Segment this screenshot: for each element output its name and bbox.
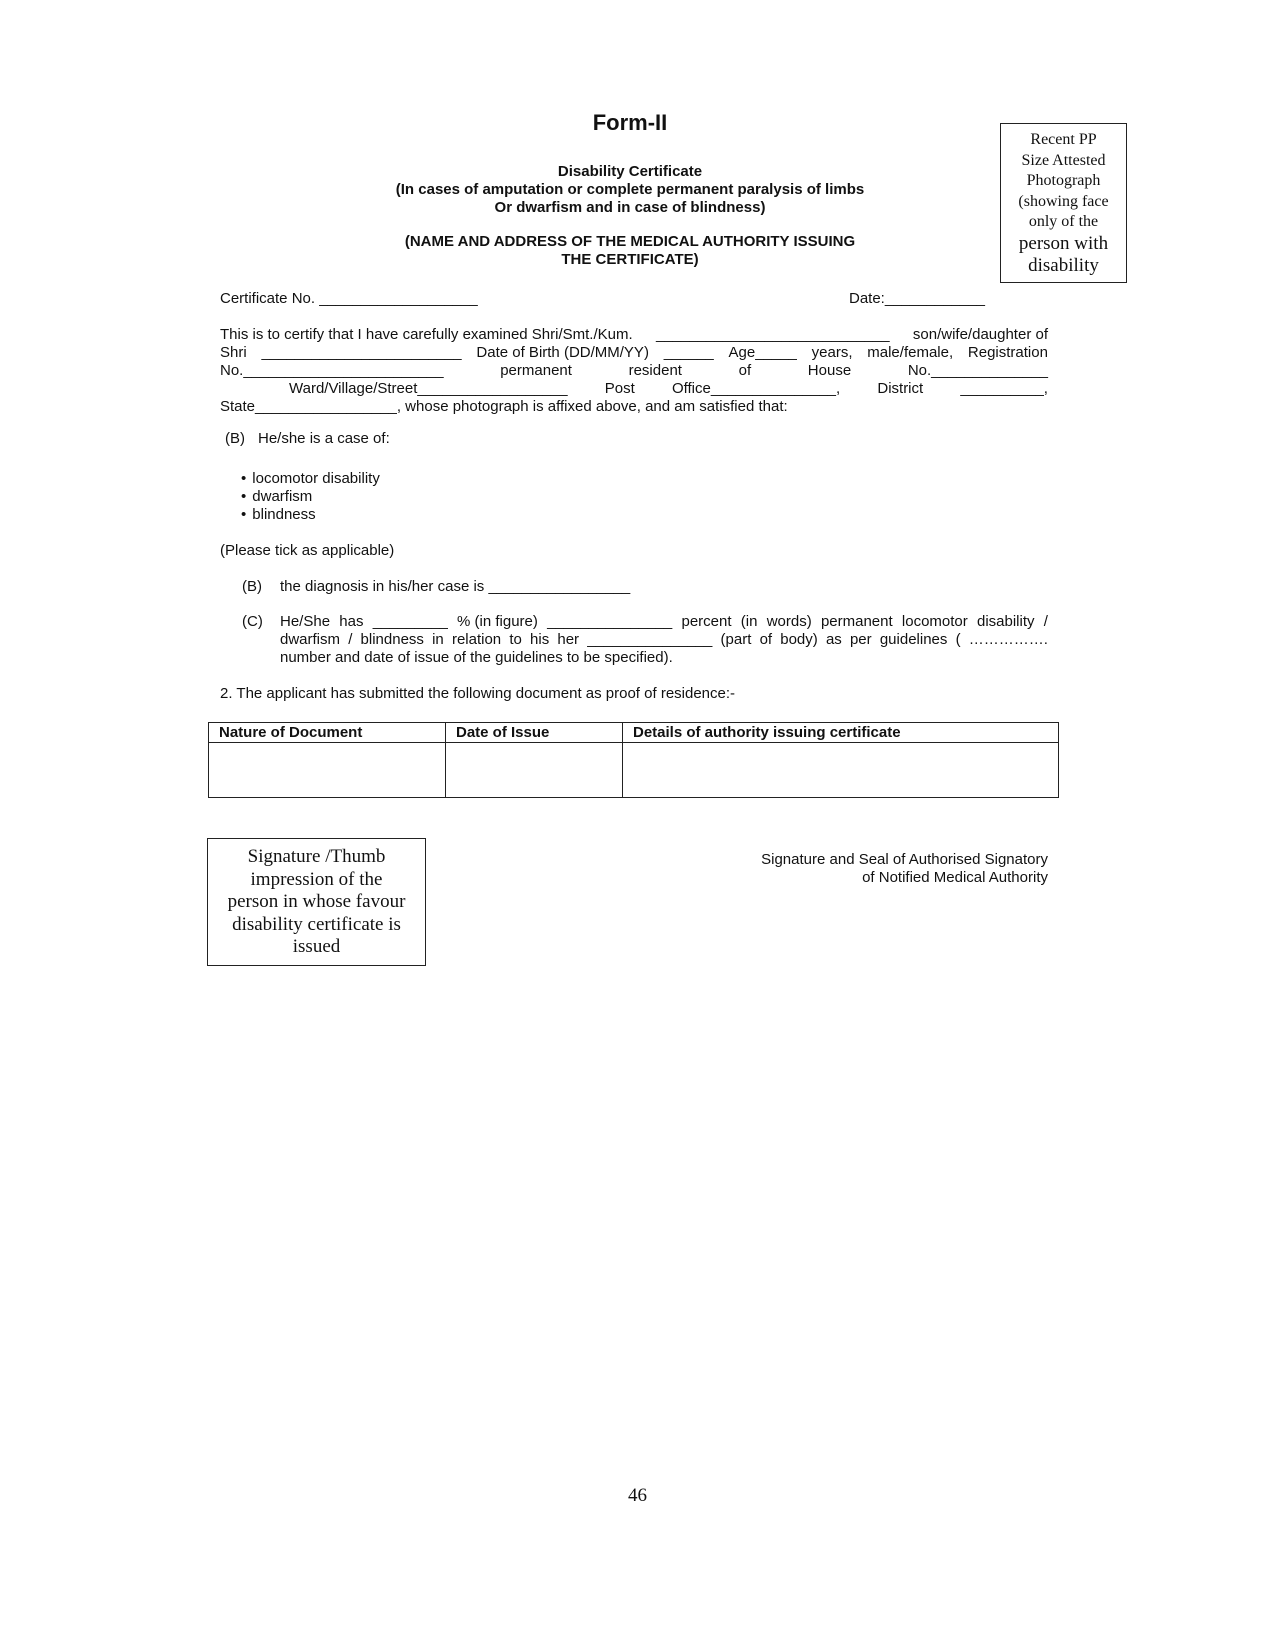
- word: guidelines: [879, 631, 948, 648]
- word: permanent: [820, 613, 893, 630]
- word: …………….: [968, 631, 1048, 648]
- word: relation: [451, 631, 502, 648]
- word: disability: [976, 613, 1035, 630]
- word: to: [509, 631, 522, 648]
- page-number: 46: [628, 1485, 647, 1506]
- item-b-label: (B): [242, 578, 262, 595]
- signature-box-line: issued: [292, 936, 341, 957]
- certificate-heading: [0, 163, 1260, 217]
- signature-thumb-box: [207, 838, 426, 966]
- paragraph-line: [220, 398, 1048, 416]
- paragraph-text: years,: [811, 344, 853, 361]
- word: per: [849, 631, 872, 648]
- percent-words-blank: _______________: [547, 613, 673, 630]
- table-cell: [446, 743, 623, 798]
- word: He/She: [280, 613, 331, 630]
- dob-blank: ______: [663, 344, 714, 361]
- paragraph-text: Post: [604, 380, 635, 397]
- paragraph-text: This is to certify that I have carefully examined Shri/Smt./Kum.: [220, 326, 633, 343]
- authority-heading: [0, 233, 1260, 269]
- authorised-signatory-seal: [761, 851, 1048, 887]
- column-header: Nature of Document: [209, 723, 446, 743]
- photo-box-line: Recent PP: [1030, 131, 1097, 148]
- paragraph-line: [220, 326, 1048, 344]
- case-label: (B): [225, 430, 245, 447]
- paragraph-text: of: [738, 362, 752, 379]
- paragraph-text: son/wife/daughter of: [912, 326, 1048, 343]
- photo-box-line: disability: [1028, 254, 1099, 276]
- diagnosis-line: the diagnosis in his/her case is _________________: [280, 578, 631, 595]
- table-cell: [623, 743, 1059, 798]
- table-row: [209, 743, 1059, 798]
- disability-type-list: [241, 470, 380, 524]
- word: blindness: [360, 631, 424, 648]
- date-field: Date:____________: [849, 290, 985, 307]
- district-blank: __________,: [960, 380, 1048, 397]
- paragraph-line: [220, 344, 1048, 362]
- registration-blank: No.________________________: [220, 362, 444, 379]
- case-text: He/she is a case of:: [258, 430, 390, 447]
- word: (part: [720, 631, 752, 648]
- authority-line: (NAME AND ADDRESS OF THE MEDICAL AUTHORITY ISSUING: [404, 233, 856, 250]
- signature-box-line: impression of the: [250, 868, 383, 890]
- list-item: • dwarfism: [241, 488, 380, 506]
- age-blank: Age_____: [728, 344, 797, 361]
- signature-box-line: Signature /Thumb: [247, 846, 386, 867]
- paragraph-text: Registration: [967, 344, 1048, 361]
- body-part-blank: _______________: [587, 631, 713, 648]
- photo-box-line: only of the: [1028, 213, 1099, 230]
- word: words): [766, 613, 812, 630]
- percent-figure-blank: _________: [372, 613, 448, 630]
- list-item: • locomotor disability: [241, 470, 380, 488]
- table-header-row: [209, 723, 1059, 743]
- signature-box-line: disability certificate is: [232, 913, 401, 935]
- word: of: [759, 631, 773, 648]
- column-header: Date of Issue: [446, 723, 623, 743]
- heading-line: (In cases of amputation or complete permanent paralysis of limbs: [395, 181, 865, 198]
- state-line: State_________________, whose photograph is affixed above, and am satisfied that:: [220, 398, 788, 415]
- tick-note: (Please tick as applicable): [220, 542, 395, 559]
- name-blank: ____________________________: [655, 326, 890, 343]
- paragraph-text: male/female,: [867, 344, 954, 361]
- word: (in: [740, 613, 758, 630]
- paragraph-text: Shri: [220, 344, 247, 361]
- paragraph-text: resident: [628, 362, 682, 379]
- father-name-blank: ________________________: [261, 344, 462, 361]
- word: locomotor: [901, 613, 968, 630]
- residence-document-table: [208, 722, 1059, 798]
- word: in: [432, 631, 444, 648]
- paragraph-text: House: [807, 362, 852, 379]
- word: dwarfism: [280, 631, 341, 648]
- seal-line: Signature and Seal of Authorised Signatory: [761, 851, 1048, 868]
- photo-box-line: person with: [1018, 232, 1109, 254]
- ward-blank: Ward/Village/Street__________________: [289, 380, 568, 397]
- item-c-label: (C): [242, 613, 263, 630]
- item-c-line: [280, 631, 1048, 649]
- word: /: [348, 631, 353, 648]
- column-header: Details of authority issuing certificate: [623, 723, 1059, 743]
- paragraph-text: District: [877, 380, 924, 397]
- word: as: [825, 631, 842, 648]
- paragraph-text: permanent: [500, 362, 572, 379]
- heading-line: Or dwarfism and in case of blindness): [494, 199, 766, 216]
- photo-box-line: Photograph: [1026, 172, 1101, 189]
- item-c-line: [280, 613, 1048, 631]
- photo-box-line: Size Attested: [1021, 151, 1106, 169]
- paragraph-line: [220, 380, 1048, 398]
- word: (: [955, 631, 961, 648]
- form-title: Form-II: [592, 110, 668, 135]
- word: has: [339, 613, 364, 630]
- word: /: [1043, 613, 1048, 630]
- item-c-line: number and date of issue of the guidelines to be specified).: [280, 649, 673, 666]
- list-item: • blindness: [241, 506, 380, 524]
- photo-box-line: (showing face: [1018, 192, 1109, 210]
- item-c-text: [280, 613, 1048, 667]
- word: percent: [681, 613, 732, 630]
- authority-line: THE CERTIFICATE): [561, 251, 699, 268]
- certificate-number-field: Certificate No. ___________________: [220, 290, 478, 307]
- paragraph-line: [220, 362, 1048, 380]
- certification-paragraph: [220, 326, 1048, 416]
- house-no-blank: No.______________: [907, 362, 1048, 379]
- point-2: 2. The applicant has submitted the following document as proof of residence:-: [220, 685, 736, 702]
- signature-box-line: person in whose favour: [227, 891, 406, 912]
- paragraph-text: Date of Birth (DD/MM/YY): [476, 344, 649, 361]
- word: his: [530, 631, 550, 648]
- table-cell: [209, 743, 446, 798]
- word: % (in figure): [457, 613, 538, 630]
- seal-line: of Notified Medical Authority: [862, 869, 1048, 886]
- heading-line: Disability Certificate: [557, 163, 703, 180]
- post-office-blank: Office_______________,: [671, 380, 841, 397]
- word: body): [780, 631, 818, 648]
- word: her: [557, 631, 580, 648]
